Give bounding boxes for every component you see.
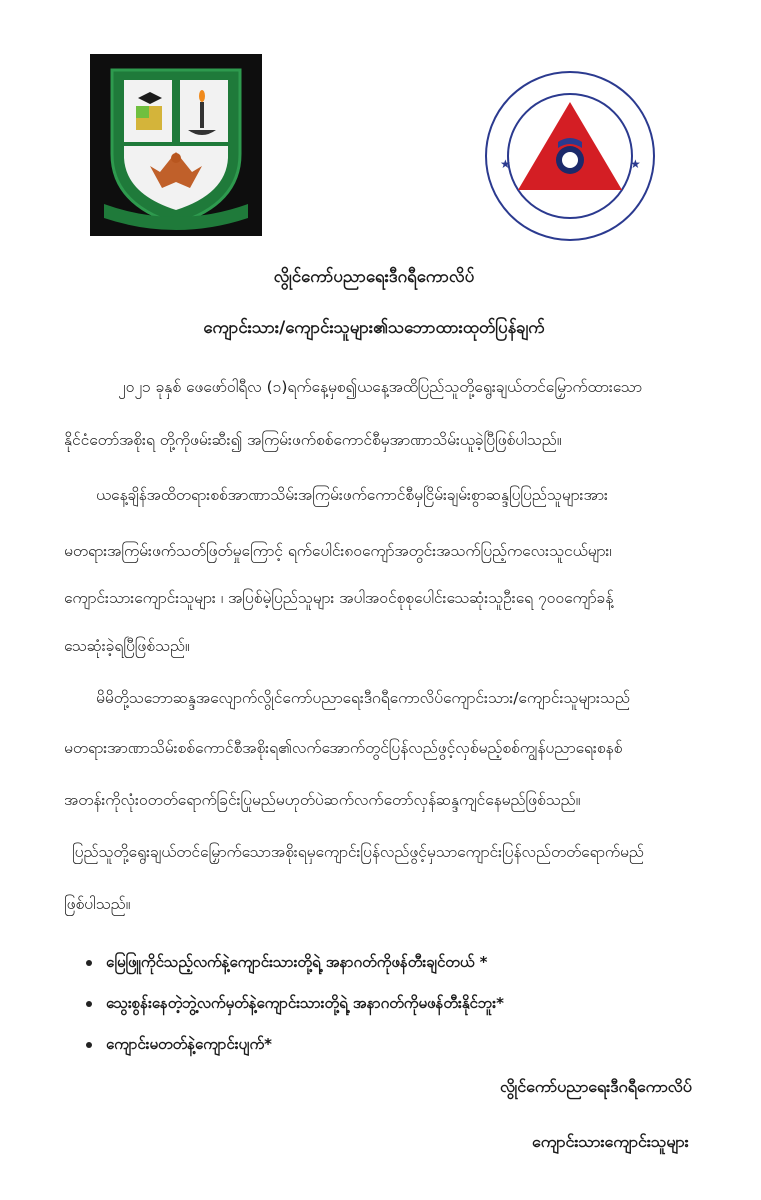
bullet-icon: [86, 1001, 92, 1007]
list-item: [86, 994, 504, 1016]
document-title: လွိုင်ကော်ပညာရေးဒီဂရီကောလိပ်: [273, 267, 475, 287]
list-item-text: သွေးစွန်းနေတဲ့ဘွဲ့လက်မှတ်နဲ့ကျောင်းသားတို့ရဲ့ အနာဂတ်ကိုမဖန်တီးနိုင်ဘူး*: [106, 994, 504, 1012]
paragraph-line: ကျောင်းသားကျောင်းသူများ ၊ အပြစ်မဲ့ပြည်သူများ အပါအဝင်စုစုပေါင်းသေဆုံးသူဦးရေ ၇၀၀ကျော်ခန့်: [64, 589, 614, 607]
list-item: [86, 1035, 272, 1057]
list-item-text: ကျောင်းမတတ်နဲ့ကျောင်းပျက်*: [106, 1035, 272, 1053]
paragraph-line: မတရားအာဏာသိမ်းစစ်ကောင်စီအစိုးရ၏လက်အောက်တွင်ပြန်လည်ဖွင့်လှစ်မည့်စစ်ကျွန်ပညာရေးစနစ်: [64, 739, 623, 757]
paragraph-line: မတရားအကြမ်းဖက်သတ်ဖြတ်မှုကြောင့် ရက်ပေါင်း၈၀ကျော်အတွင်းအသက်ပြည့်ကလေးသူငယ်များ၊: [64, 542, 612, 560]
paragraph-line: ၂၀၂၁ ခုနှစ် ဖေဖော်ဝါရီလ (၁)ရက်နေ့မှစ၍ယနေ့အထိပြည်သူတို့ရွေးချယ်တင်မြှောက်ထားသော: [118, 378, 642, 396]
bullet-icon: [86, 1042, 92, 1048]
signature-line-1: လွိုင်ကော်ပညာရေးဒီဂရီကောလိပ်: [500, 1077, 692, 1096]
svg-text:★: ★: [630, 157, 641, 171]
college-crest-logo: [90, 54, 262, 236]
paragraph-line: ယနေ့ချိန်အထိတရားစစ်အာဏာသိမ်းအကြမ်းဖက်ကောင်စီမှငြိမ်းချမ်းစွာဆန္ဒပြပြည်သူများအား: [96, 486, 608, 504]
logo-area: [0, 0, 761, 250]
paragraph-line: ဖြစ်ပါသည်။: [64, 895, 131, 913]
list-item-text: မြေဖြူကိုင်သည့်လက်နဲ့ကျောင်းသားတို့ရဲ့ အနာဂတ်ကိုဖန်တီးချင်တယ် *: [106, 953, 488, 971]
paragraph-line: အတန်းကိုလုံးဝတတ်ရောက်ခြင်းပြုမည်မဟုတ်ပဲဆက်လက်တော်လှန်ဆန္ဒကျင်နေမည်ဖြစ်သည်။: [64, 791, 581, 809]
students-union-seal-logo: [482, 68, 658, 244]
signature-line-2: ကျောင်းသားကျောင်းသူများ: [532, 1132, 689, 1151]
paragraph-line: မိမိတို့သဘောဆန္ဒအလျောက်လွိုင်ကော်ပညာရေးဒီဂရီကောလိပ်ကျောင်းသား/ကျောင်းသူများသည်: [96, 689, 630, 707]
list-item: [86, 953, 488, 975]
paragraph-line: သေဆုံးခဲ့ရပြီဖြစ်သည်။: [64, 637, 190, 655]
bullet-icon: [86, 960, 92, 966]
svg-text:★: ★: [500, 157, 511, 171]
paragraph-line: နိုင်ငံတော်အစိုးရ တို့ကိုဖမ်းဆီး၍ အကြမ်းဖက်စစ်ကောင်စီမှအာဏာသိမ်းယူခဲ့ပြီဖြစ်ပါသည်။: [64, 431, 562, 449]
document-subtitle: ကျောင်းသား/ကျောင်းသူများ၏သဘောထားထုတ်ပြန်ချက်: [203, 318, 545, 338]
paragraph-line: ပြည်သူတို့ရွေးချယ်တင်မြှောက်သောအစိုးရမှကျောင်းပြန်လည်ဖွင့်မှသာကျောင်းပြန်လည်တတ်ရောက်မည်: [72, 843, 644, 861]
